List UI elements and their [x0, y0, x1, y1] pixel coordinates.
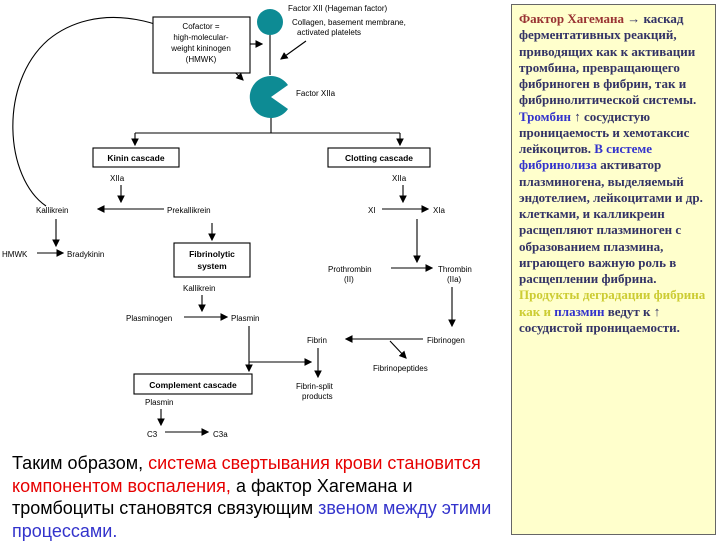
fibrinolytic-title-2: system	[197, 261, 227, 271]
text-segment: плазмин	[554, 303, 605, 319]
cofactor-line-1: Cofactor =	[182, 22, 220, 31]
factor-xii-shape	[257, 9, 283, 35]
text-segment: активатор плазминогена, выделяемый эндотелием, лейкоцитами и др. клетками, и калликреин расщепляют плазминоген с образованием плазмина, играющего важную роль в расщеплении фибрина.	[519, 157, 703, 286]
text-segment: Тромбин	[519, 108, 571, 124]
collagen-label-line-1: Collagen, basement membrane,	[292, 18, 406, 27]
prekallikrein-label: Prekallikrein	[167, 206, 211, 215]
plasmin-2-label: Plasmin	[145, 398, 174, 407]
xia-label: XIa	[433, 206, 446, 215]
cofactor-line-2: high-molecular-	[173, 33, 229, 42]
text-segment: система свертывания крови становится компонентом воспаления,	[12, 453, 481, 496]
fibrinopeptides-label: Fibrinopeptides	[373, 364, 428, 373]
text-segment: а фактор Хагемана и тромбоциты становятся связующим	[12, 475, 413, 519]
text-segment: Таким образом,	[12, 453, 149, 473]
complement-cascade-title: Complement cascade	[149, 380, 237, 390]
c3a-label: C3a	[213, 430, 228, 439]
side-panel-text	[519, 11, 708, 336]
text-segment: звеном между этими процессами.	[12, 498, 492, 542]
hmwk-label: HMWK	[2, 250, 28, 259]
factor-xiia-label: Factor XIIa	[296, 89, 336, 98]
text-segment: ведут к ↑ сосудистой проницаемости.	[519, 303, 680, 335]
text-segment: → каскад ферментативных реакций, приводящих как к активации тромбина, превращающего фибриноген в фибрин, так и фибринолитической системы.	[519, 11, 697, 108]
cofactor-line-3: weight kininogen	[171, 44, 231, 53]
arrow-collagen-to-activation	[281, 41, 306, 59]
xiia-left-label: XIIa	[110, 174, 125, 183]
xi-label: XI	[368, 206, 376, 215]
thrombin-label: Thrombin	[438, 265, 472, 274]
prothrombin-label: Prothrombin	[328, 265, 372, 274]
text-segment: ↑ сосудистую проницаемость и хемотаксис лейкоцитов.	[519, 108, 690, 156]
text-segment: В системе фибринолиза	[519, 141, 652, 173]
kinin-cascade-title: Kinin cascade	[107, 153, 165, 163]
bradykinin-label: Bradykinin	[67, 250, 105, 259]
fibrinolytic-title-1: Fibrinolytic	[189, 249, 235, 259]
text-segment: Фактор Хагемана	[519, 11, 624, 26]
fibrin-split-label-1: Fibrin-split	[296, 382, 333, 391]
kallikrein-label: Kallikrein	[36, 206, 69, 215]
collagen-label-line-2: activated platelets	[297, 28, 362, 37]
plasminogen-label: Plasminogen	[126, 314, 173, 323]
c3-label: C3	[147, 430, 158, 439]
prothrombin-sub-label: (II)	[344, 275, 354, 284]
clotting-cascade-title: Clotting cascade	[344, 153, 414, 163]
bottom-summary-text	[12, 452, 494, 543]
fibrinogen-label: Fibrinogen	[427, 336, 465, 345]
factor-xiia-shape	[250, 76, 288, 118]
factor-xii-label: Factor XII (Hageman factor)	[288, 4, 388, 13]
plasmin-label: Plasmin	[231, 314, 260, 323]
fibrin-split-label-2: products	[302, 392, 333, 401]
kallikrein-2-label: Kallikrein	[183, 284, 216, 293]
side-panel	[511, 4, 716, 535]
fibrin-label: Fibrin	[307, 336, 328, 345]
arrow-to-fibrinopeptides	[390, 341, 406, 358]
text-segment: Продукты деградации фибрина как и	[519, 287, 706, 319]
thrombin-sub-label: (IIa)	[447, 275, 462, 284]
xiia-right-label: XIIa	[392, 174, 407, 183]
cofactor-line-4: (HMWK)	[185, 55, 217, 64]
